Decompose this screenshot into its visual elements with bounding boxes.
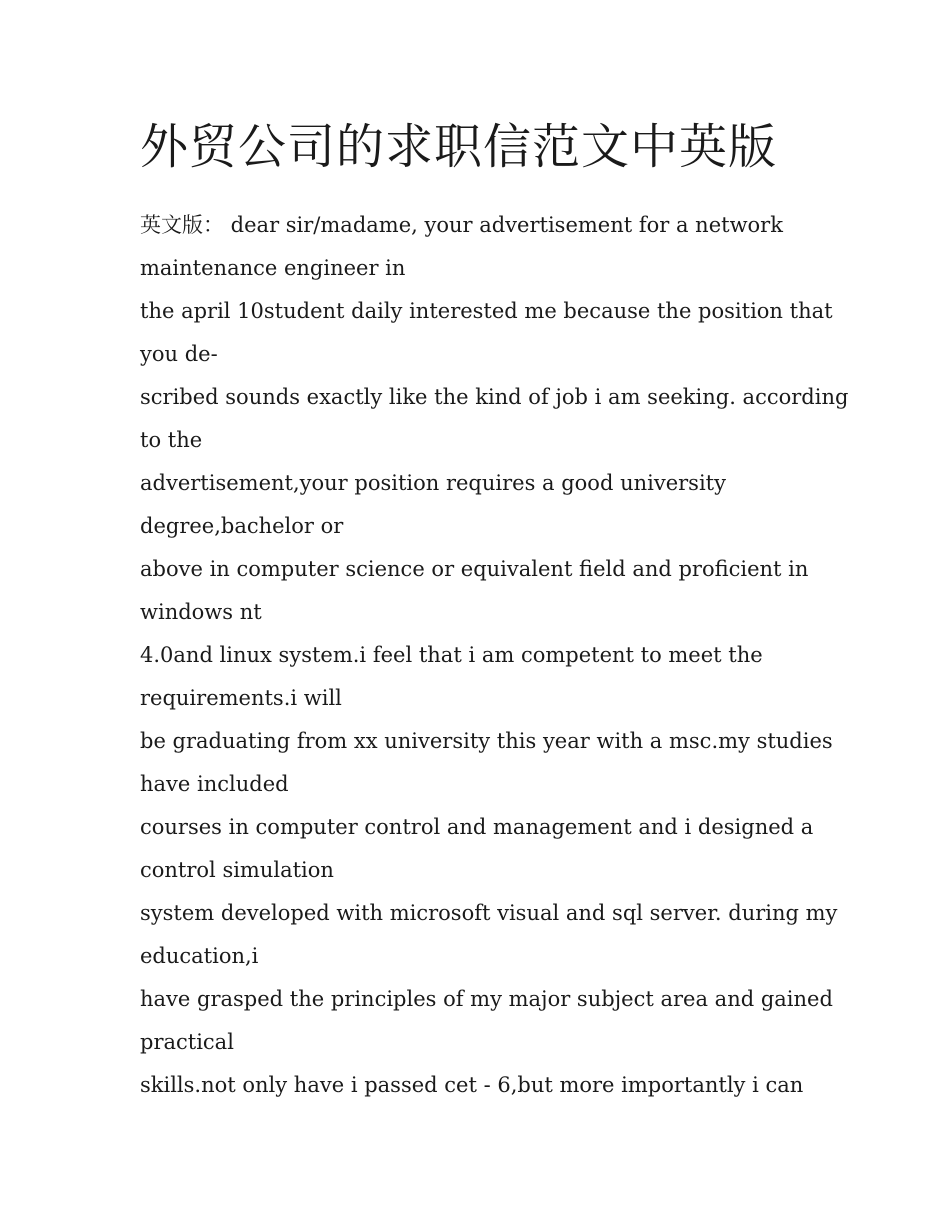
- text-line: [140, 204, 820, 247]
- section-label: 英文版：: [140, 213, 224, 237]
- text-line: system developed with microsoft visual and sql server. during my: [140, 901, 838, 925]
- text-line: have grasped the principles of my major subject area and gained: [140, 987, 833, 1011]
- document-title: 外贸公司的求职信范文中英版: [140, 119, 778, 175]
- text-line: to the: [140, 428, 203, 452]
- document-page: [140, 112, 849, 1107]
- text-line-content: dear sir/madame, your advertisement for a network: [224, 213, 783, 237]
- text-line: the april 10student daily interested me because the position that: [140, 299, 833, 323]
- text-line: control simulation: [140, 858, 334, 882]
- text-line: courses in computer control and management and i designed a: [140, 815, 814, 839]
- text-line: maintenance engineer in: [140, 256, 406, 280]
- document-body: [140, 204, 849, 1107]
- text-line: 4.0and linux system.i feel that i am competent to meet the: [140, 643, 763, 667]
- text-line: degree,bachelor or: [140, 514, 344, 538]
- text-line: windows nt: [140, 600, 262, 624]
- text-line: have included: [140, 772, 289, 796]
- text-line: advertisement,your position requires a good university: [140, 471, 726, 495]
- text-line: you de-: [140, 342, 218, 366]
- text-line: skills.not only have i passed cet - 6,but more importantly i can: [140, 1073, 804, 1097]
- text-line: requirements.i will: [140, 686, 342, 710]
- text-line: above in computer science or equivalent field and proficient in: [140, 557, 809, 581]
- text-line: practical: [140, 1030, 234, 1054]
- text-line: scribed sounds exactly like the kind of job i am seeking. according: [140, 385, 849, 409]
- text-line: be graduating from xx university this year with a msc.my studies: [140, 729, 833, 753]
- text-line: education,i: [140, 944, 259, 968]
